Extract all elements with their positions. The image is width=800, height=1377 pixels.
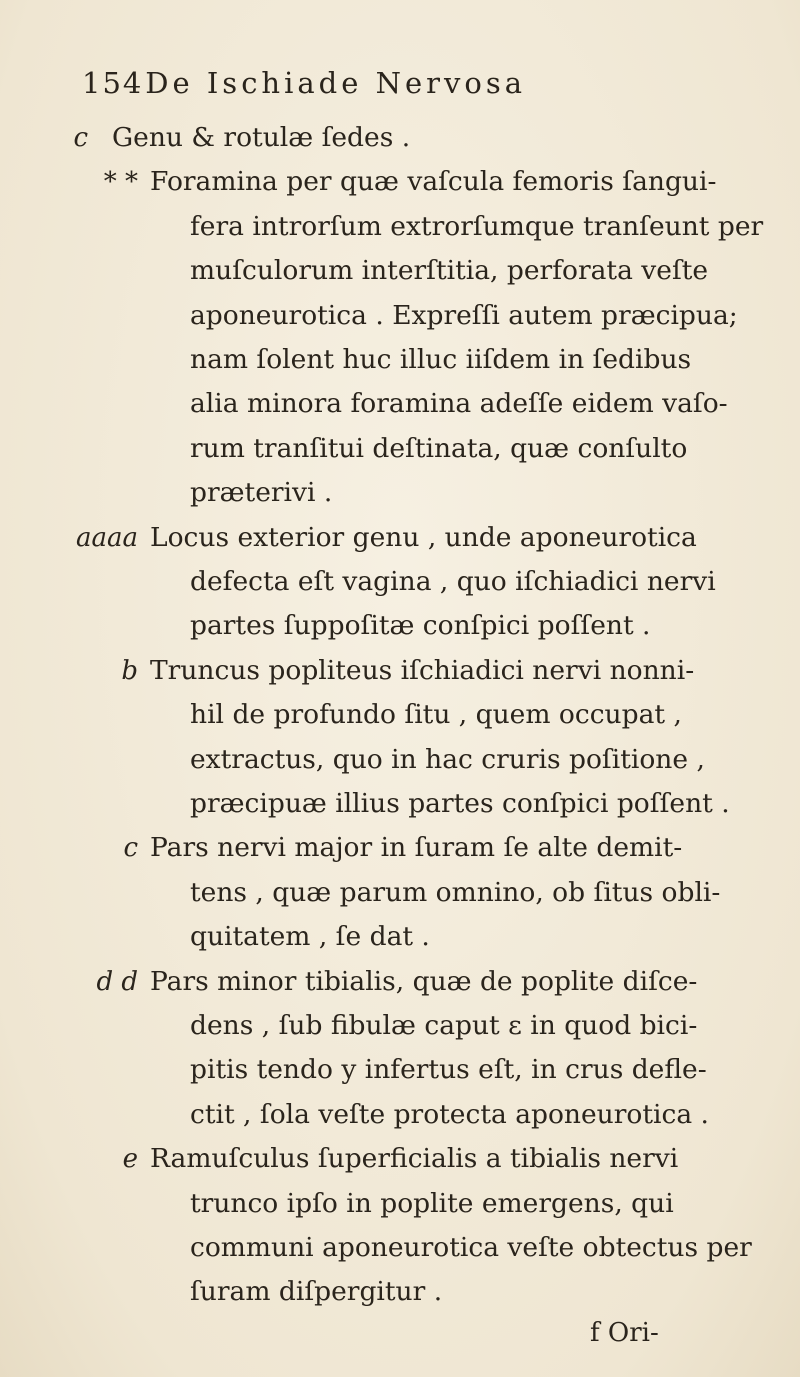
entry-key: c [73, 123, 88, 153]
entry-line: defecta eſt vagina , quo iſchiadici nervi [190, 566, 716, 597]
entry-line: Genu & rotulæ ſedes . [112, 122, 411, 153]
running-header [82, 66, 722, 106]
entry-line: quitatem , ſe dat . [190, 921, 430, 953]
entry-key: b [121, 655, 138, 686]
entry-line: extractus, quo in hac cruris poſitione , [190, 743, 705, 775]
entry-line: alia minora foramina adeſſe eidem vaſo- [190, 388, 728, 420]
entry-line: Pars minor tibialis, quæ de poplite diſce- [150, 965, 698, 997]
entry-line: dens , ſub fibulæ caput ε in quod bici- [190, 1010, 698, 1041]
entry-line: muſculorum interſtitia, perforata veſte [190, 255, 709, 287]
entry-key: aaaa [75, 522, 138, 553]
entry-key: d d [96, 966, 138, 997]
entry-line: præterivi . [190, 477, 333, 509]
entry-line: rum tranſitui deſtinata, quæ conſulto [190, 432, 688, 464]
page-number: 154 [82, 66, 144, 100]
running-title: De Ischiade Nervosa [145, 66, 527, 100]
entry-line: Locus exterior genu , unde aponeurotica [150, 521, 697, 553]
entry-line: nam ſolent huc illuc iiſdem in ſedibus [190, 344, 692, 375]
entry-line: aponeurotica . Expreſſi autem præcipua; [190, 299, 738, 331]
entry-line: tens , quæ parum omnino, ob ſitus obli- [190, 876, 721, 908]
entry-line: partes ſuppoſitæ conſpici poſſent . [190, 610, 651, 642]
entry-line: communi aponeurotica veſte obtectus per [190, 1232, 752, 1263]
entry-line: hil de profundo ſitu , quem occupat , [190, 699, 682, 731]
entry-line: Pars nervi major in ſuram ſe alte demit- [150, 832, 683, 864]
entry-line: ſuram diſpergitur . [190, 1276, 443, 1308]
entry-line: Truncus popliteus iſchiadici nervi nonni- [150, 654, 695, 686]
entry-line: fera introrſum extrorſumque tranſeunt per [190, 210, 764, 242]
entry-key: e [122, 1144, 138, 1175]
entry-line: Foramina per quæ vaſcula femoris ſangui- [150, 166, 717, 198]
entry-line: Ramuſculus ſuperficialis a tibialis nervi [150, 1143, 679, 1175]
catchword: f Ori- [590, 1318, 659, 1348]
entry-key: c [123, 833, 138, 864]
entry-line: trunco ipſo in poplite emergens, qui [190, 1187, 674, 1219]
entry-key: * * [103, 167, 138, 198]
entry-line: ctit , ſola veſte protecta aponeurotica . [190, 1098, 709, 1130]
entry-line: præcipuæ illius partes conſpici poſſent . [190, 788, 730, 819]
entry-line: pitis tendo y infertus eſt, in crus defle- [190, 1054, 707, 1086]
